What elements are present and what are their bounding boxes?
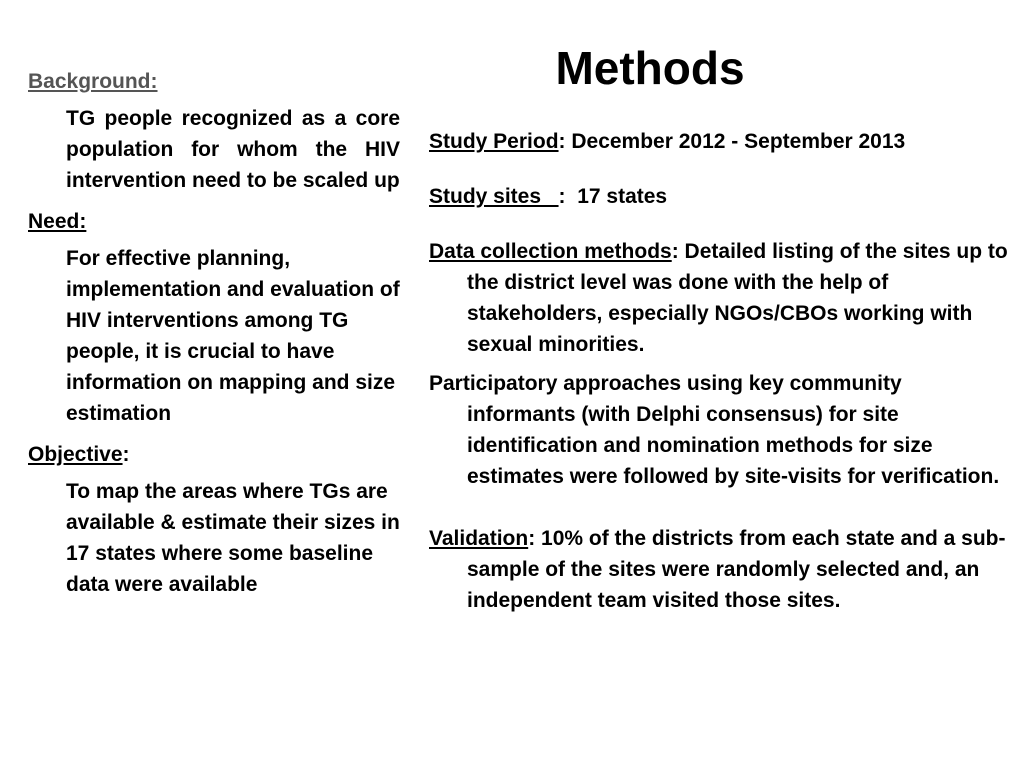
validation-label: Validation [429,527,529,550]
data-collection [429,236,1009,360]
need-text: For effective planning, implementation and evaluation of HIV interventions among TG people, it is crucial to have information on mapping and size estimation [66,247,400,425]
objective-heading-line [28,439,400,470]
right-column [429,126,1009,616]
validation [429,523,1009,616]
data-collection-label: Data collection methods [429,240,672,263]
study-sites-label: Study sites [429,185,559,208]
validation-value: : 10% of the districts from each state and a sub-sample of the sites were randomly selected and, an independent team visited those sites. [467,527,1006,612]
need-heading: Need: [28,210,87,233]
study-sites-value: : 17 states [558,185,668,208]
study-period [429,126,1009,157]
background-heading: Background: [28,70,158,93]
study-sites [429,181,1009,212]
slide-title: Methods [555,42,745,94]
participatory-approaches: Participatory approaches using key community informants (with Delphi consensus) for site identification and nomination methods for size estimates were followed by site-visits for verification. [429,372,1000,488]
objective-heading: Objective [28,443,123,466]
left-column [28,66,400,610]
background-text: TG people recognized as a core population for whom the HIV intervention need to be scaled up [66,107,400,192]
objective-colon: : [122,443,130,466]
data-collection-value: : Detailed listing of the sites up to the district level was done with the help of stakeholders, especially NGOs/CBOs working with sexual minorities. [467,240,1008,356]
study-period-value: : December 2012 - September 2013 [558,130,906,153]
study-period-label: Study Period [429,130,559,153]
objective-text: To map the areas where TGs are available & estimate their sizes in 17 states where some baseline data were available [66,480,400,596]
